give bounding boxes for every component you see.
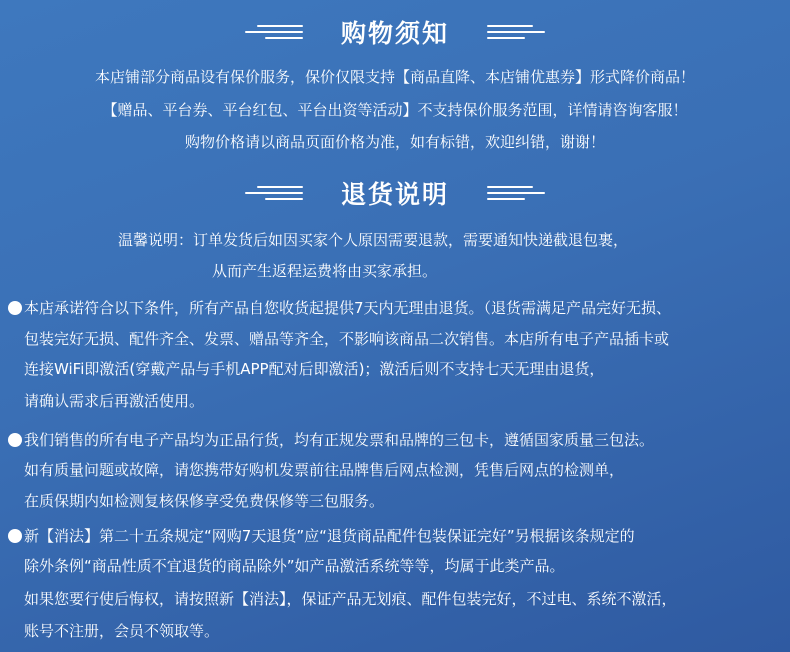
bullet-icon	[8, 529, 22, 543]
policy-item-1-line-2: 包装完好无损、配件齐全、发票、赠品等齐全，不影响该商品二次销售。本店所有电子产品插卡或	[24, 330, 670, 348]
policy-item-2-line-2: 如有质量问题或故障，请您携带好购机发票前往品牌售后网点检测，凭售后网点的检测单，	[24, 461, 625, 479]
decorative-lines-right-icon	[487, 23, 545, 41]
policy-item-text: 本店承诺符合以下条件，所有产品自您收货起提供7天内无理由退货。（退货需满足产品完好无损、	[24, 299, 672, 317]
bullet-icon	[8, 301, 22, 315]
return-notice-line-2: 从而产生返程运费将由买家承担。	[212, 262, 438, 280]
decorative-lines-right-icon	[487, 184, 545, 202]
policy-item-1-line-3: 连接WiFi即激活(穿戴产品与手机APP配对后即激活)；激活后则不支持七天无理由退货，	[24, 360, 605, 378]
bullet-icon	[8, 433, 22, 447]
shopping-notice-line-1: 本店铺部分商品设有保价服务，保价仅限支持【商品直降、本店铺优惠券】形式降价商品！	[94, 68, 695, 86]
policy-item-3-line-1	[8, 525, 635, 546]
policy-item-1-line-4: 请确认需求后再激活使用。	[24, 392, 205, 410]
shopping-notice-title: 购物须知	[340, 19, 449, 48]
return-notice-line-1: 温馨说明：订单发货后如因买家个人原因需要退款，需要通知快递截退包裹，	[118, 231, 629, 249]
policy-item-1-line-1	[8, 297, 671, 318]
decorative-lines-left-icon	[245, 23, 303, 41]
policy-item-3-line-3: 如果您要行使后悔权，请按照新【消法】，保证产品无划痕、配件包装完好，不过电、系统不激活，	[24, 590, 677, 608]
decorative-lines-left-icon	[245, 184, 303, 202]
return-policy-title: 退货说明	[340, 180, 449, 209]
policy-item-3-line-2: 除外条例“商品性质不宜退货的商品除外”如产品激活系统等等，均属于此类产品。	[24, 557, 565, 575]
shopping-notice-line-2: 【赠品、平台券、平台红包、平台出资等活动】不支持保价服务范围，详情请咨询客服！	[102, 101, 688, 119]
policy-item-text: 新【消法】第二十五条规定“网购7天退货”应“退货商品配件包装保证完好”另根据该条规定的	[24, 527, 635, 545]
return-policy-heading	[0, 175, 790, 211]
policy-item-2-line-1	[8, 429, 654, 450]
policy-item-text: 我们销售的所有电子产品均为正品行货，均有正规发票和品牌的三包卡，遵循国家质量三包法。	[24, 431, 655, 449]
policy-item-2-line-3: 在质保期内如检测复核保修享受免费保修等三包服务。	[24, 492, 385, 510]
shopping-notice-heading	[0, 14, 790, 50]
policy-item-3-line-4: 账号不注册，会员不领取等。	[24, 622, 220, 640]
shopping-notice-line-3: 购物价格请以商品页面价格为准，如有标错，欢迎纠错，谢谢！	[184, 133, 605, 151]
